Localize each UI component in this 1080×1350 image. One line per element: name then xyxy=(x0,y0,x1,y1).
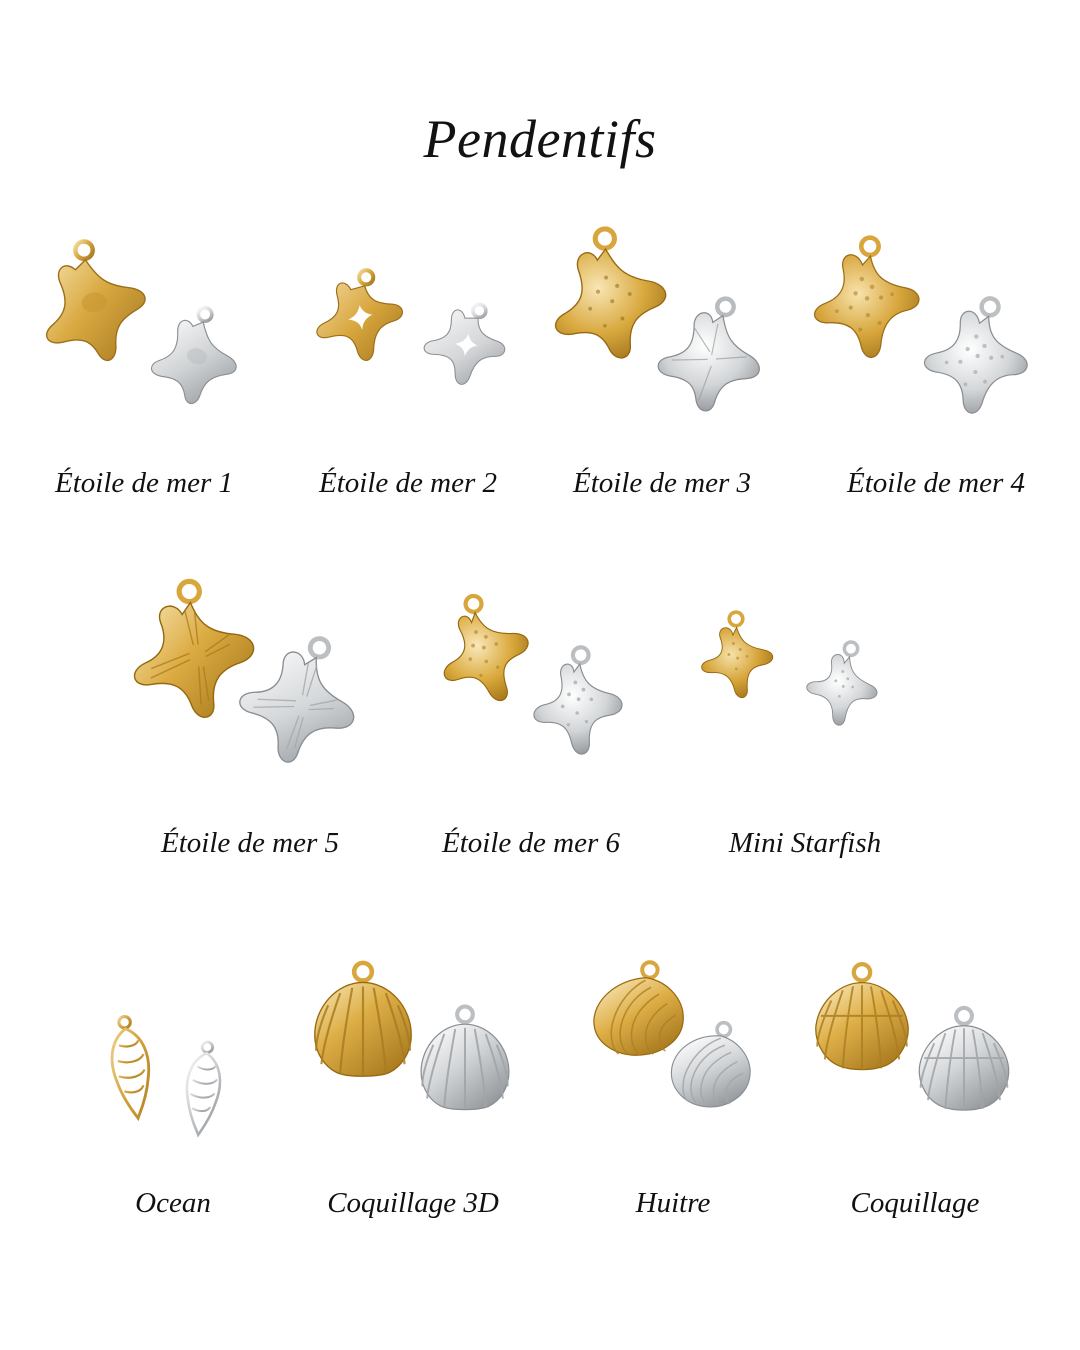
product-image xyxy=(558,935,788,1150)
mini-starfish-silver-icon xyxy=(786,629,906,749)
starfish-outline-gold-icon xyxy=(294,257,424,387)
product-cell-huitre[interactable] xyxy=(558,935,788,1225)
product-label: Étoile de mer 6 xyxy=(442,827,620,859)
product-label: Coquillage 3D xyxy=(327,1187,499,1219)
product-row xyxy=(0,565,1080,875)
mini-starfish-gold-icon xyxy=(684,603,797,716)
scallop-3d-silver-icon xyxy=(404,1001,526,1123)
scallop-shell-silver-icon xyxy=(902,1001,1026,1125)
oyster-shell-silver-icon xyxy=(652,1009,772,1129)
product-cell-coquillage-3d[interactable] xyxy=(288,935,538,1225)
product-label: Étoile de mer 5 xyxy=(161,827,339,859)
product-image xyxy=(280,215,536,430)
product-image xyxy=(800,215,1072,430)
starfish-dotted-silver-icon xyxy=(903,282,1057,436)
product-image xyxy=(670,565,940,780)
product-label: Étoile de mer 1 xyxy=(55,467,233,499)
starfish-outline-silver-icon xyxy=(403,286,528,411)
conch-shell-flat-silver-icon xyxy=(167,1036,239,1142)
product-image xyxy=(110,565,390,780)
product-cell-etoile-de-mer-1[interactable] xyxy=(10,215,278,515)
page-title: Pendentifs xyxy=(423,109,657,169)
product-image xyxy=(400,565,662,780)
product-cell-ocean[interactable] xyxy=(62,935,284,1225)
product-label: Ocean xyxy=(135,1187,211,1219)
product-cell-coquillage[interactable] xyxy=(790,935,1040,1225)
product-cell-etoile-de-mer-2[interactable] xyxy=(280,215,536,515)
product-image xyxy=(790,935,1040,1150)
product-cell-etoile-de-mer-3[interactable] xyxy=(538,215,786,515)
product-image xyxy=(10,215,278,430)
product-label: Mini Starfish xyxy=(728,827,882,859)
product-cell-etoile-de-mer-6[interactable] xyxy=(400,565,662,875)
product-row xyxy=(0,215,1080,515)
product-label: Huitre xyxy=(635,1187,711,1219)
product-row xyxy=(0,935,1080,1225)
product-cell-mini-starfish[interactable] xyxy=(670,565,940,875)
product-label: Étoile de mer 2 xyxy=(319,467,497,499)
product-cell-etoile-de-mer-4[interactable] xyxy=(800,215,1072,515)
product-image xyxy=(62,935,284,1150)
conch-shell-flat-gold-icon xyxy=(89,1009,174,1128)
product-image xyxy=(288,935,538,1150)
product-image xyxy=(538,215,786,430)
starfish-textured-silver-icon xyxy=(514,637,652,775)
product-label: Étoile de mer 3 xyxy=(573,467,751,499)
product-cell-etoile-de-mer-5[interactable] xyxy=(110,565,390,875)
product-label: Étoile de mer 4 xyxy=(847,467,1025,499)
product-label: Coquillage xyxy=(850,1187,980,1219)
